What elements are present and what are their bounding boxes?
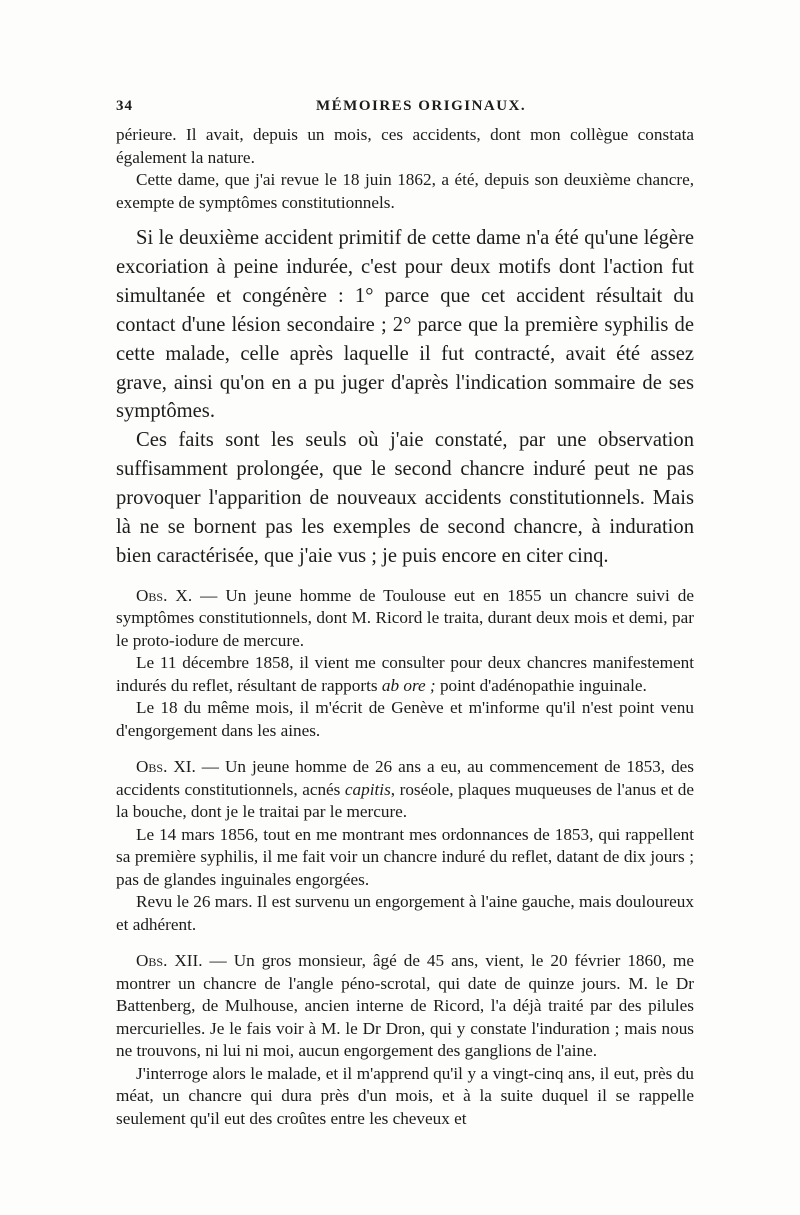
- paragraph-9: Le 14 mars 1856, tout en me montrant mes ordonnances de 1853, qui rappellent sa première syphilis, il me fait voir un chancre induré du reflet, datant de dix jours ; pas de glandes inguinales engorgées.: [116, 824, 694, 889]
- observation-11: Obs. XI. — Un jeune homme de 26 ans a eu, au commencement de 1853, des accidents constitutionnels, acnés capitis, roséole, plaques muqueuses de l'anus et de la bouche, dont je le traitai par le mercure.: [116, 757, 694, 822]
- observation-label: Obs. X.: [136, 585, 193, 605]
- paragraph-4: Ces faits sont les seuls où j'aie constaté, par une observation suffisamment prolongée, que le second chancre induré peut ne pas provoquer l'apparition de nouveaux accidents constitutionnels. Mais là ne se bornent pas les exemples de second chancre, à induration bien caractérisée, que j'aie vus ; je puis encore en citer cinq.: [116, 429, 694, 567]
- observation-10: Obs. X. — Un jeune homme de Toulouse eut en 1855 un chancre suivi de symptômes constitutionnels, dont M. Ricord le traita, durant deux mois et demi, par le proto-iodure de mercure.: [116, 585, 694, 650]
- running-head-title: MÉMOIRES ORIGINAUX.: [316, 98, 527, 114]
- paragraph-12: J'interroge alors le malade, et il m'apprend qu'il y a vingt-cinq ans, il eut, près du méat, un chancre qui dura près d'un mois, et à la suite duquel il se rappelle seulement qu'il eut des croûtes entre les cheveux et: [116, 1063, 694, 1128]
- paragraph-3: Si le deuxième accident primitif de cette dame n'a été qu'une légère excoriation à peine indurée, c'est pour deux motifs dont l'action fut simultanée et congénère : 1° parce que cet accident résultait du contact d'une lésion secondaire ; 2° parce que la première syphilis de cette malade, celle après laquelle il fut contracté, avait été assez grave, ainsi qu'on en a pu juger d'après l'indication sommaire de ses symptômes.: [116, 227, 694, 423]
- paragraph-10: Revu le 26 mars. Il est survenu un engorgement à l'aine gauche, mais douloureux et adhérent.: [116, 892, 694, 934]
- paragraph-7: Le 18 du même mois, il m'écrit de Genève et m'informe qu'il n'est point venu d'engorgement dans les aines.: [116, 698, 694, 740]
- observation-label: Obs. XII.: [136, 951, 203, 971]
- paragraph-6: Le 11 décembre 1858, il vient me consulter pour deux chancres manifestement indurés du reflet, résultant de rapports ab ore ; point d'adénopathie inguinale.: [116, 653, 694, 695]
- observation-label: Obs. XI.: [136, 757, 196, 777]
- observation-12: Obs. XII. — Un gros monsieur, âgé de 45 ans, vient, le 20 février 1860, me montrer un chancre de l'angle péno-scrotal, qui date de quinze jours. M. le Dr Battenberg, de Mulhouse, ancien interne de Ricord, l'a déjà traité par des pilules mercurielles. Je le fais voir à M. le Dr Dron, qui y constate l'induration ; mais nous ne trouvons, ni lui ni moi, aucun engorgement des ganglions de l'aine.: [116, 951, 695, 1061]
- paragraph-2: Cette dame, que j'ai revue le 18 juin 1862, a été, depuis son deuxième chancre, exempte de symptômes constitutionnels.: [116, 170, 694, 212]
- running-header: [116, 98, 691, 124]
- page-number: 34: [116, 98, 133, 114]
- paragraph-1: périeure. Il avait, depuis un mois, ces accidents, dont mon collègue constata également la nature.: [116, 125, 694, 167]
- page-body: [116, 124, 694, 1130]
